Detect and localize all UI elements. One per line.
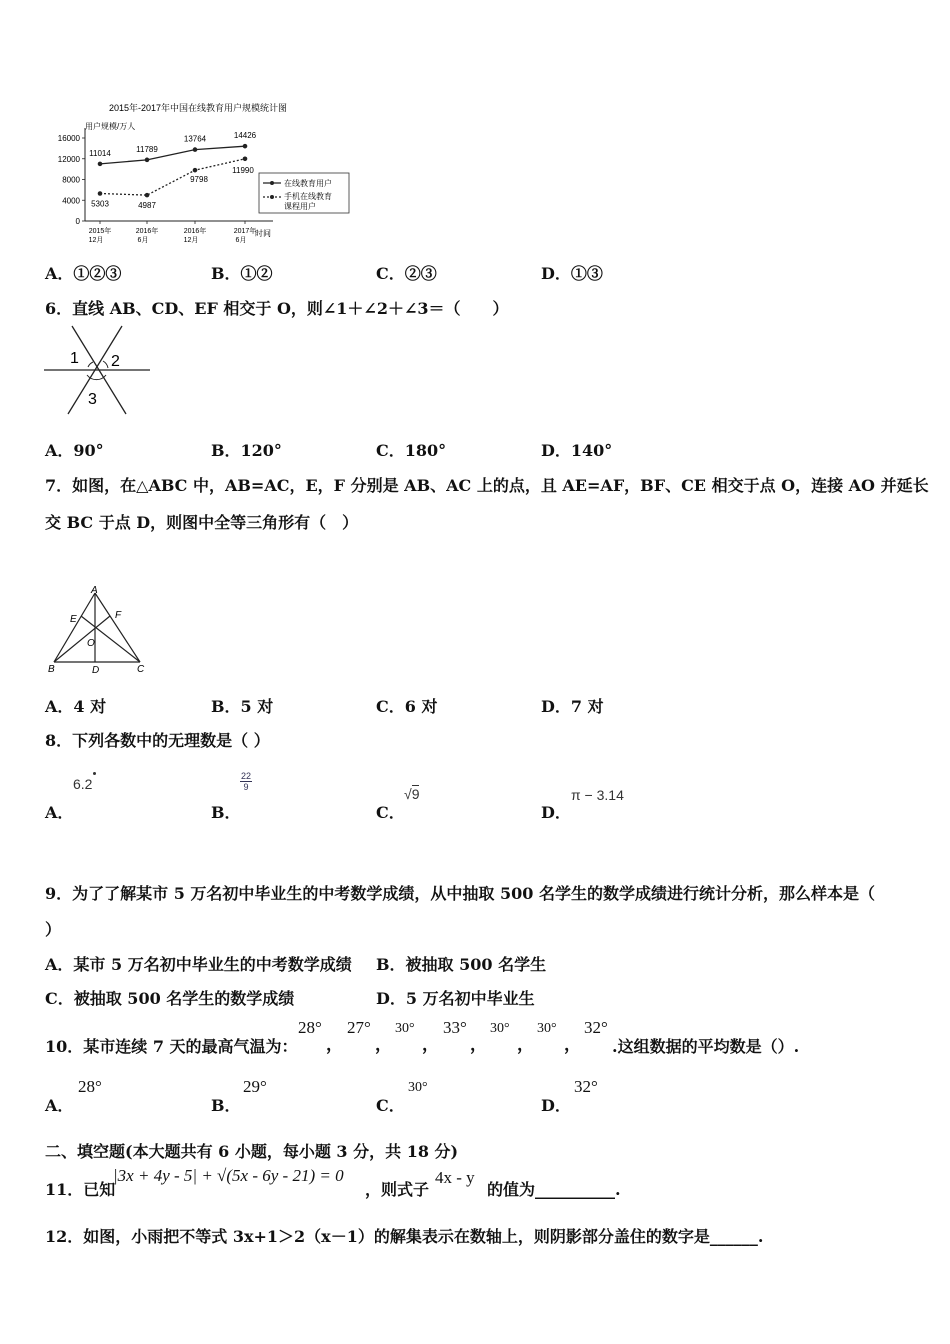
angle-label-3: 3 bbox=[88, 391, 97, 408]
q5-option-d[interactable]: D．①③ bbox=[541, 264, 603, 283]
q8-option-a[interactable]: A． bbox=[45, 803, 74, 822]
label-c: C bbox=[137, 664, 145, 675]
series-line-mobile bbox=[100, 159, 245, 195]
chart-title: 2015年-2017年中国在线教育用户规模统计图 bbox=[109, 103, 288, 113]
q8-b-denominator: 9 bbox=[243, 782, 249, 792]
legend-label-mobile-2: 课程用户 bbox=[284, 202, 316, 211]
q10-option-b[interactable]: B． bbox=[211, 1096, 241, 1115]
q9-stem-line2: ） bbox=[45, 920, 62, 939]
legend-dashed-marker bbox=[270, 195, 274, 199]
data-point bbox=[243, 157, 248, 162]
x-tick-label: 12月 bbox=[183, 237, 199, 244]
y-tick-label: 4000 bbox=[62, 196, 80, 206]
y-tick-label: 0 bbox=[75, 217, 80, 226]
q5-option-a[interactable]: A．①②③ bbox=[45, 264, 122, 283]
data-point bbox=[193, 147, 198, 152]
q7-option-d[interactable]: D．7 对 bbox=[541, 697, 604, 716]
x-tick-label: 2017年 bbox=[233, 228, 257, 235]
data-label: 4987 bbox=[138, 201, 156, 211]
q10-b-value: 29° bbox=[243, 1077, 267, 1096]
q9-stem-line1: 9．为了了解某市 5 万名初中毕业生的中考数学成绩，从中抽取 500 名学生的数学成绩进行统计分析，那么样本是（ bbox=[45, 884, 875, 903]
y-tick-label: 16000 bbox=[57, 134, 80, 143]
data-label: 13764 bbox=[183, 134, 207, 144]
x-tick-label: 6月 bbox=[235, 237, 247, 244]
y-tick-label: 12000 bbox=[57, 154, 80, 164]
q8-c-sqrt: √9 bbox=[404, 786, 420, 802]
temp-5: 30° bbox=[490, 1021, 510, 1036]
side-ab bbox=[54, 593, 95, 662]
angle-1-arc bbox=[88, 362, 93, 367]
q11-expression: |3x + 4y - 5| + √(5x - 6y - 21) = 0 bbox=[113, 1166, 344, 1185]
q11-middle: ，则式子 bbox=[365, 1180, 430, 1199]
q11-suffix: 的值为__________. bbox=[487, 1180, 621, 1199]
q6-option-c[interactable]: C．180° bbox=[376, 441, 447, 460]
q5-option-c[interactable]: C．②③ bbox=[376, 264, 437, 283]
y-tick-label: 8000 bbox=[62, 175, 80, 185]
q10-stem: 10．某市连续 7 天的最高气温为： bbox=[45, 1037, 298, 1056]
q7-stem-line2: 交 BC 于点 D，则图中全等三角形有（ ） bbox=[45, 513, 359, 532]
data-point bbox=[193, 168, 198, 173]
q8-d-value: π − 3.14 bbox=[571, 787, 624, 803]
sep-3: ， bbox=[422, 1035, 439, 1054]
x-tick-label: 12月 bbox=[88, 237, 104, 244]
q8-option-b[interactable]: B． bbox=[211, 803, 241, 822]
label-o: O bbox=[87, 638, 95, 649]
label-b: B bbox=[48, 664, 55, 675]
legend-label-mobile-1: 手机在线教育 bbox=[284, 192, 332, 201]
label-e: E bbox=[70, 614, 77, 625]
segment-fb bbox=[54, 616, 110, 662]
data-point bbox=[98, 162, 103, 167]
q6-stem: 6．直线 AB、CD、EF 相交于 O，则∠1＋∠2＋∠3＝（ ） bbox=[45, 299, 509, 318]
q9-option-c[interactable]: C．被抽取 500 名学生的数学成绩 bbox=[45, 989, 295, 1008]
angle-label-1: 1 bbox=[70, 350, 79, 367]
temp-7: 32° bbox=[584, 1018, 608, 1037]
data-point bbox=[145, 158, 150, 163]
data-label: 11014 bbox=[89, 148, 111, 158]
q7-option-b[interactable]: B．5 对 bbox=[211, 697, 274, 716]
data-label: 11789 bbox=[136, 144, 158, 154]
q8-a-value: 6.2 bbox=[73, 776, 93, 792]
sep-1: ， bbox=[326, 1035, 343, 1054]
q8-stem: 8．下列各数中的无理数是（ ） bbox=[45, 731, 270, 750]
chart-ylabel: 用户规模/万人 bbox=[85, 122, 136, 131]
x-ticks bbox=[89, 221, 257, 244]
q10-option-a[interactable]: A． bbox=[45, 1096, 74, 1115]
legend-label-online: 在线教育用户 bbox=[284, 179, 332, 188]
data-point bbox=[98, 191, 103, 196]
q7-option-a[interactable]: A．4 对 bbox=[45, 697, 107, 716]
angle-2-arc bbox=[103, 361, 108, 368]
q10-stem-tail: .这组数据的平均数是（）. bbox=[612, 1037, 800, 1056]
q6-figure bbox=[44, 322, 154, 417]
x-tick-label: 2016年 bbox=[183, 228, 207, 235]
data-point bbox=[243, 144, 248, 149]
x-tick-label: 2016年 bbox=[135, 228, 159, 235]
q7-figure bbox=[44, 583, 154, 678]
data-point bbox=[145, 193, 150, 198]
q10-a-value: 28° bbox=[78, 1077, 102, 1096]
q8-b-fraction bbox=[240, 771, 252, 792]
q9-option-b[interactable]: B．被抽取 500 名学生 bbox=[376, 955, 547, 974]
data-label: 14426 bbox=[233, 131, 257, 141]
q5-option-b[interactable]: B．①② bbox=[211, 264, 273, 283]
temp-4: 33° bbox=[443, 1018, 467, 1037]
temp-2: 27° bbox=[347, 1018, 371, 1037]
series-line-online bbox=[100, 146, 245, 164]
q12-stem: 12．如图，小雨把不等式 3x+1＞2（x－1）的解集表示在数轴上，则阴影部分盖住的数字是______. bbox=[45, 1227, 764, 1246]
q11-prefix: 11．已知 bbox=[45, 1180, 116, 1199]
data-label: 5303 bbox=[91, 199, 109, 209]
x-tick-label: 2015年 bbox=[88, 228, 112, 235]
section-2-heading: 二、填空题(本大题共有 6 小题，每小题 3 分，共 18 分) bbox=[45, 1142, 459, 1161]
temp-6: 30° bbox=[537, 1021, 557, 1036]
angle-label-2: 2 bbox=[111, 353, 120, 370]
q10-d-value: 32° bbox=[574, 1077, 598, 1096]
label-a: A bbox=[91, 585, 98, 596]
q7-stem-line1: 7．如图，在△ABC 中，AB=AC，E，F 分别是 AB、AC 上的点，且 AE=AF，BF、CE 相交于点 O，连接 AO 并延长 bbox=[45, 476, 929, 495]
data-label: 9798 bbox=[190, 175, 208, 185]
q6-option-d[interactable]: D．140° bbox=[541, 441, 613, 460]
repeating-dot bbox=[93, 772, 96, 775]
q9-option-d[interactable]: D．5 万名初中毕业生 bbox=[376, 989, 535, 1008]
q11-expression-2: 4x - y bbox=[435, 1168, 475, 1187]
q8-option-d[interactable]: D． bbox=[541, 803, 571, 822]
q6-option-a[interactable]: A．90° bbox=[45, 441, 104, 460]
q8-b-numerator: 22 bbox=[240, 771, 251, 781]
temp-3: 30° bbox=[395, 1021, 415, 1036]
chart-xlabel: 时间 bbox=[255, 229, 271, 238]
q8-c-radicand: 9 bbox=[411, 786, 420, 802]
y-ticks bbox=[58, 134, 85, 226]
q10-option-d[interactable]: D． bbox=[541, 1096, 571, 1115]
q10-option-c[interactable]: C． bbox=[376, 1096, 405, 1115]
label-d: D bbox=[92, 665, 100, 676]
q6-option-b[interactable]: B．120° bbox=[211, 441, 282, 460]
q7-option-c[interactable]: C．6 对 bbox=[376, 697, 438, 716]
side-ac bbox=[95, 593, 140, 662]
temp-1: 28° bbox=[298, 1018, 322, 1037]
q8-option-c[interactable]: C． bbox=[376, 803, 405, 822]
x-tick-label: 6月 bbox=[137, 237, 149, 244]
sep-5: ， bbox=[517, 1035, 534, 1054]
data-label: 11990 bbox=[232, 165, 254, 175]
sep-2: ， bbox=[375, 1035, 392, 1054]
chart-series bbox=[89, 131, 257, 210]
sep-4: ， bbox=[470, 1035, 487, 1054]
legend-solid-marker bbox=[270, 181, 274, 185]
q10-c-value: 30° bbox=[408, 1080, 428, 1095]
line-chart bbox=[45, 98, 365, 250]
label-f: F bbox=[115, 610, 122, 621]
sep-6: ， bbox=[564, 1035, 581, 1054]
q9-option-a[interactable]: A．某市 5 万名初中毕业生的中考数学成绩 bbox=[45, 955, 352, 974]
